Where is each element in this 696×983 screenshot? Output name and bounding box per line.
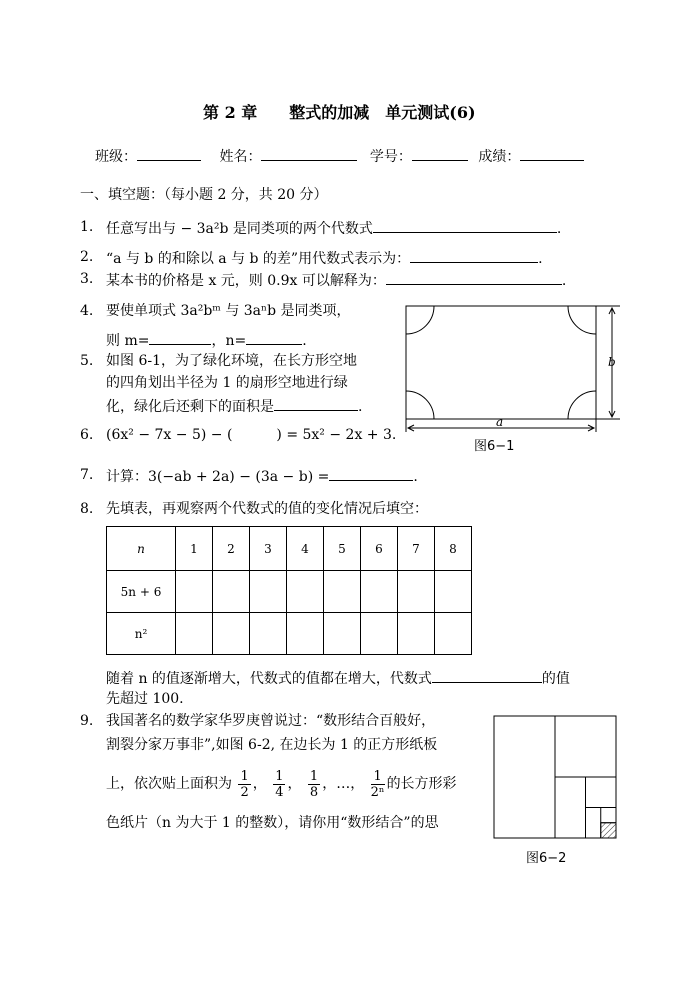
punct: . — [538, 251, 543, 267]
answer-blank[interactable] — [386, 270, 562, 285]
answer-blank[interactable] — [432, 668, 542, 683]
table-cell[interactable] — [287, 571, 324, 613]
table-cell[interactable] — [213, 613, 250, 655]
table-header-cell: 1 — [176, 527, 213, 571]
question-8-after2: 先超过 100. — [106, 691, 184, 707]
question-number: 2. — [80, 249, 94, 265]
question-9-line3 — [106, 766, 457, 802]
table-header-cell: 2 — [213, 527, 250, 571]
question-text: 某本书的价格是 x 元，则 0.9x 可以解释为： — [106, 273, 386, 289]
corner-arc — [568, 391, 596, 419]
question-2 — [80, 248, 543, 268]
question-9 — [80, 712, 435, 730]
question-9-line2: 割裂分家万事非”,如图 6-2, 在边长为 1 的正方形纸板 — [106, 737, 438, 753]
question-1 — [80, 218, 600, 238]
question-number: 3. — [80, 271, 94, 287]
label-a: a — [496, 415, 504, 429]
question-text: 的长方形彩 — [386, 776, 457, 792]
table-header-cell: 7 — [398, 527, 435, 571]
n-blank[interactable] — [246, 330, 302, 345]
m-blank[interactable] — [149, 330, 211, 345]
answer-blank[interactable] — [274, 396, 358, 411]
table-header-cell: 4 — [287, 527, 324, 571]
answer-blank[interactable] — [410, 248, 538, 263]
question-number: 4. — [80, 303, 94, 319]
question-text: 的值 — [541, 671, 570, 687]
table-cell[interactable] — [361, 571, 398, 613]
answer-blank[interactable] — [329, 466, 413, 481]
question-number: 5. — [80, 353, 94, 369]
question-3 — [80, 270, 566, 290]
table-cell[interactable] — [435, 571, 472, 613]
class-blank[interactable] — [137, 146, 201, 161]
question-7 — [80, 466, 418, 486]
question-text: ，n= — [211, 333, 247, 349]
fraction: $\frac{1}{2}$ — [240, 768, 249, 800]
corner-arc — [406, 306, 434, 334]
table-cell[interactable] — [361, 613, 398, 655]
table-cell[interactable] — [324, 571, 361, 613]
table-header-cell: 6 — [361, 527, 398, 571]
question-text: 上，依次贴上面积为 — [106, 776, 232, 792]
sep: ， — [252, 776, 267, 792]
table-cell[interactable] — [250, 613, 287, 655]
question-text: (6x² − 7x − 5) − ( — [106, 427, 233, 443]
punct: . — [302, 333, 307, 349]
question-text: 我国著名的数学家华罗庚曾说过：“数形结合百般好， — [106, 713, 436, 729]
question-8 — [80, 500, 428, 518]
sep: ， — [287, 776, 302, 792]
score-blank[interactable] — [520, 146, 584, 161]
question-text: 化，绿化后还剩下的面积是 — [106, 399, 274, 415]
table-cell[interactable] — [324, 613, 361, 655]
table-row — [107, 571, 472, 613]
table-cell[interactable] — [176, 613, 213, 655]
table-cell[interactable] — [398, 613, 435, 655]
punct: . — [413, 469, 418, 485]
page-title: 第 2 章 整式的加减 单元测试(6) — [203, 103, 476, 122]
figure-6-2 — [490, 712, 620, 872]
id-label: 学号： — [369, 149, 412, 165]
section-header: 一、填空题：（每小题 2 分，共 20 分） — [80, 187, 328, 203]
table-header-cell: 8 — [435, 527, 472, 571]
table-cell[interactable] — [435, 613, 472, 655]
row-label: n² — [107, 613, 176, 655]
question-number: 9. — [80, 713, 94, 729]
table-cell[interactable] — [213, 571, 250, 613]
question-text: 如图 6-1，为了绿化环境，在长方形空地 — [106, 353, 357, 369]
rectangle — [406, 306, 596, 419]
question-text: “a 与 b 的和除以 a 与 b 的差”用代数式表示为： — [106, 251, 411, 267]
figure-caption: 图6−1 — [474, 439, 515, 454]
question-6 — [80, 426, 396, 444]
table-cell[interactable] — [250, 571, 287, 613]
fraction: $\frac{1}{4}$ — [275, 768, 284, 800]
punct: . — [561, 273, 567, 289]
table-cell[interactable] — [398, 571, 435, 613]
question-4-line2 — [106, 330, 307, 350]
punct: . — [358, 399, 363, 415]
question-4 — [80, 302, 351, 320]
question-number: 6. — [80, 427, 94, 443]
table-row — [107, 527, 472, 571]
fraction: $\frac{1}{8}$ — [309, 768, 319, 800]
fraction: $\frac{1}{\text{2ⁿ}}$ — [370, 768, 385, 800]
id-blank[interactable] — [412, 146, 468, 161]
question-text: 任意写出与 − 3a²b 是同类项的两个代数式 — [106, 221, 373, 237]
class-label: 班级： — [95, 149, 137, 165]
corner-arc — [568, 306, 596, 334]
hatched-square — [601, 823, 616, 838]
row-label: 5n + 6 — [107, 571, 176, 613]
table-header-cell: n — [107, 527, 176, 571]
question-text: 计算：3(−ab + 2a) − (3a − b) = — [106, 469, 330, 485]
question-5 — [80, 352, 357, 370]
corner-arc — [406, 391, 434, 419]
figure-6-1 — [396, 300, 632, 460]
figure-caption: 图6−2 — [526, 851, 567, 866]
name-label: 姓名： — [219, 149, 262, 165]
question-text: 随着 n 的值逐渐增大，代数式的值都在增大，代数式 — [106, 671, 432, 687]
question-text: 先填表，再观察两个代数式的值的变化情况后填空： — [106, 501, 428, 517]
table-header-cell: 3 — [250, 527, 287, 571]
question-number: 1. — [80, 219, 94, 235]
answer-blank[interactable] — [373, 218, 557, 233]
question-text: 要使单项式 3a²bᵐ 与 3aⁿb 是同类项， — [106, 303, 351, 319]
table-header-cell: 5 — [324, 527, 361, 571]
sep: ，…， — [322, 776, 365, 792]
question-text: ) = 5x² − 2x + 3. — [276, 427, 397, 443]
info-line — [95, 146, 584, 166]
question-number: 8. — [80, 501, 94, 517]
table-row — [107, 613, 472, 655]
table-cell[interactable] — [287, 613, 324, 655]
label-b: b — [608, 355, 616, 369]
table-cell[interactable] — [176, 571, 213, 613]
question-number: 7. — [80, 467, 94, 483]
question-5-line2: 的四角划出半径为 1 的扇形空地进行绿 — [106, 375, 348, 391]
question-text: 则 m= — [106, 333, 150, 349]
question-9-line4: 色纸片（n 为大于 1 的整数），请你用“数形结合”的思 — [106, 815, 439, 831]
score-label: 成绩： — [478, 149, 521, 165]
question-8-after — [106, 668, 570, 688]
punct: . — [556, 221, 562, 237]
value-table — [106, 526, 472, 655]
name-blank[interactable] — [261, 146, 357, 161]
question-5-line3 — [106, 396, 362, 416]
